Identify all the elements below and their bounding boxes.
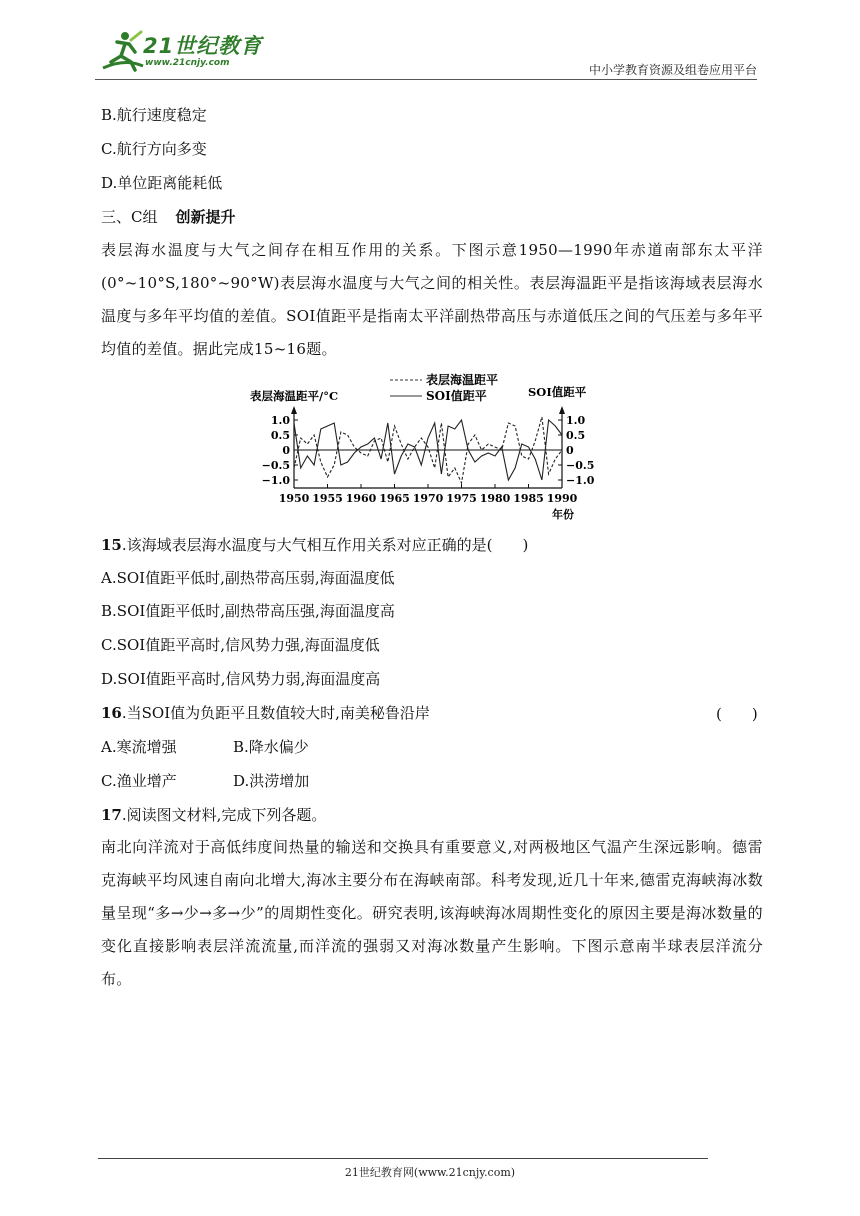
x-axis-label: 年份: [552, 508, 574, 521]
x-tick-label: 1970: [412, 492, 444, 505]
q17-stem-text: .阅读图文材料,完成下列各题。: [121, 806, 327, 824]
logo-text: 21世纪教育: [143, 34, 263, 58]
q16-number: 16: [101, 704, 122, 722]
q16-option-a: A.寒流增强: [101, 738, 177, 756]
q17-material: 南北向洋流对于高低纬度间热量的输送和交换具有重要意义,对两极地区气温产生深远影响。德雷克海峡平均风速自南向北增大,海冰主要分布在海峡南部。科考发现,近几十年来,德雷克海峡海冰数量呈现“多→少→多→少”的周期性变化。研究表明,该海峡海冰周期性变化的原因主要是海冰数量的变化直接影响表层洋流流量,而洋流的强弱又对海冰数量产生影响。下图示意南半球表层洋流分布。: [101, 838, 763, 988]
x-tick-label: 1975: [446, 492, 477, 505]
y-tick-label-right: −1.0: [566, 474, 595, 487]
y-tick-label-left: −0.5: [261, 459, 290, 472]
q15-number: 15: [101, 536, 122, 554]
section-prefix: 三、C组: [101, 208, 158, 226]
x-tick-label: 1960: [345, 492, 377, 505]
x-tick-label: 1980: [479, 492, 511, 505]
q16-option-d: D.洪涝增加: [233, 772, 310, 790]
y-tick-label-right: 0.5: [566, 429, 586, 442]
q17-number: 17: [101, 806, 122, 824]
q15-stem-text: .该海域表层海水温度与大气相互作用关系对应正确的是( ): [121, 536, 529, 554]
x-tick-label: 1985: [513, 492, 544, 505]
y-tick-label-left: −1.0: [261, 474, 290, 487]
legend-label-soi: SOI值距平: [426, 389, 487, 403]
x-tick-label: 1965: [379, 492, 410, 505]
q15-option-c: C.SOI值距平高时,信风势力强,海面温度低: [101, 636, 380, 654]
logo-url: www.21cnjy.com: [145, 58, 230, 68]
left-axis-arrow-icon: [291, 406, 297, 414]
left-axis-label: 表层海温距平/°C: [250, 389, 339, 403]
q16-stem: [101, 703, 430, 723]
y-tick-label-left: 0: [282, 444, 290, 457]
section-title: 创新提升: [175, 208, 236, 226]
right-axis-label: SOI值距平: [528, 385, 587, 399]
x-tick-label: 1950: [278, 492, 310, 505]
y-tick-label-right: 0: [566, 444, 574, 457]
sst-soi-line-chart: [250, 368, 610, 523]
page-header: [95, 28, 757, 80]
section-heading: [101, 207, 236, 227]
right-axis-arrow-icon: [559, 406, 565, 414]
q17-stem: [101, 805, 326, 825]
footer-divider: [98, 1158, 708, 1159]
x-tick-label: 1955: [312, 492, 343, 505]
q15-option-d: D.SOI值距平高时,信风势力弱,海面温度高: [101, 670, 381, 688]
prev-option-c: C.航行方向多变: [101, 140, 207, 158]
page-footer: 21世纪教育网(www.21cnjy.com): [344, 1166, 516, 1179]
q16-answer-bracket: ( ): [716, 705, 758, 723]
x-tick-label: 1990: [546, 492, 578, 505]
prev-option-b: B.航行速度稳定: [101, 106, 207, 124]
q15-stem: [101, 535, 528, 555]
q16-option-c: C.渔业增产: [101, 772, 177, 790]
prev-option-d: D.单位距离能耗低: [101, 174, 223, 192]
legend-label-sst: 表层海温距平: [426, 373, 499, 387]
q15-option-b: B.SOI值距平低时,副热带高压强,海面温度高: [101, 602, 395, 620]
y-tick-label-right: 1.0: [566, 414, 586, 427]
header-platform-text: 中小学教育资源及组卷应用平台: [588, 63, 757, 77]
header-divider: [95, 79, 757, 80]
q15-option-a: A.SOI值距平低时,副热带高压弱,海面温度低: [101, 569, 395, 587]
q16-option-b: B.降水偏少: [233, 738, 309, 756]
y-tick-label-left: 0.5: [270, 429, 290, 442]
q16-stem-text: .当SOI值为负距平且数值较大时,南美秘鲁沿岸: [121, 704, 430, 722]
intro-paragraph: 表层海水温度与大气之间存在相互作用的关系。下图示意1950—1990年赤道南部东太平洋(0°~10°S,180°~90°W)表层海水温度与大气之间的相关性。表层海温距平是指该海域表层海水温度与多年平均值的差值。SOI值距平是指南太平洋副热带高压与赤道低压之间的气压差与多年平均值的差值。据此完成15~16题。: [101, 241, 763, 358]
y-tick-label-right: −0.5: [566, 459, 595, 472]
y-tick-label-left: 1.0: [270, 414, 290, 427]
